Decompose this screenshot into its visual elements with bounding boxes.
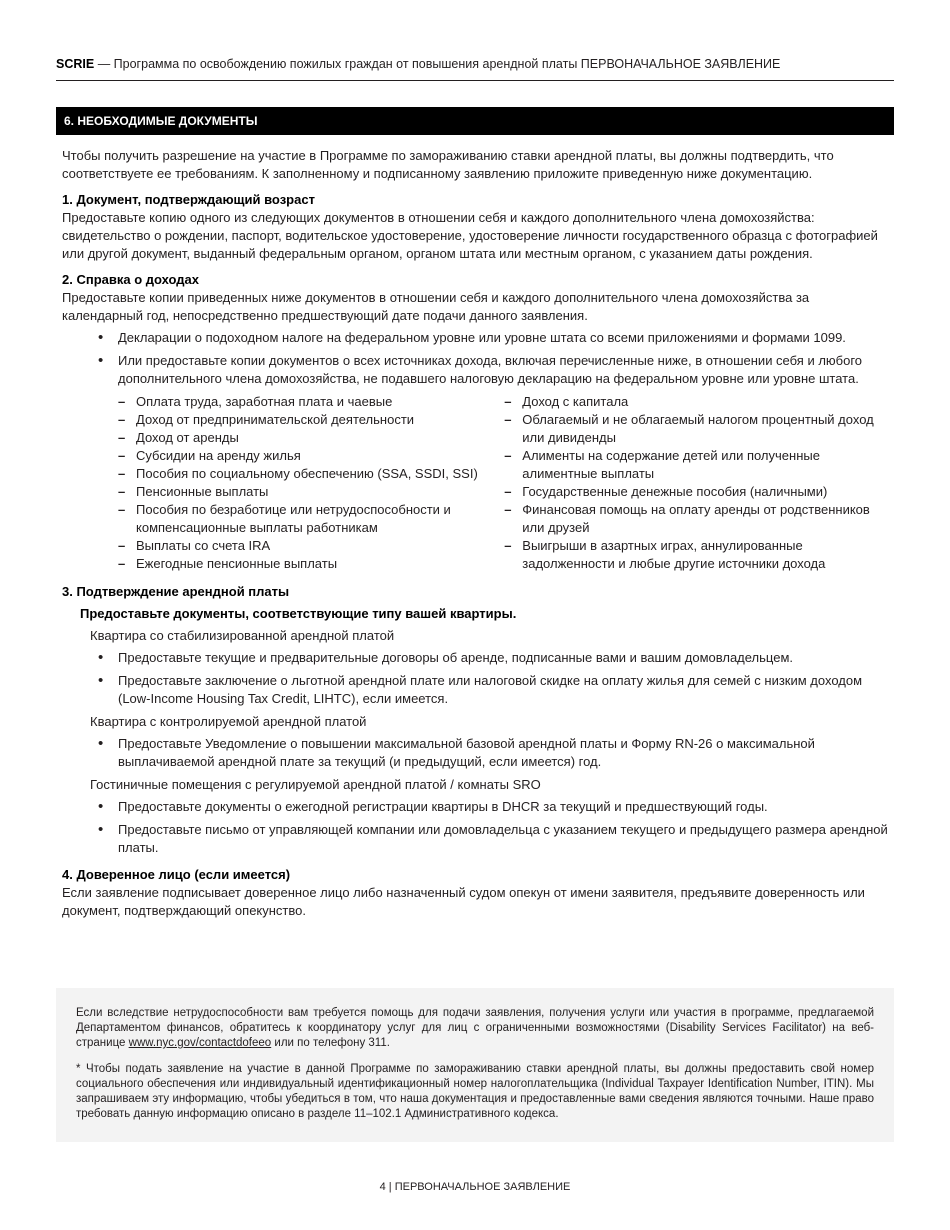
list-item: – Ежегодные пенсионные выплаты xyxy=(118,555,484,573)
list-item: • Или предоставьте копии документов о всех источниках дохода, включая перечисленные ниже, в отношении себя и любого дополнительного члена домохозяйства, не подавшего налоговую декларацию на федеральном уровне или уровне штата. xyxy=(98,352,892,388)
accessibility-note-phone: или по телефону 311. xyxy=(274,1037,390,1049)
rent-controlled-list xyxy=(62,735,892,771)
header-divider xyxy=(56,80,894,81)
age-doc-title: 1. Документ, подтверждающий возраст xyxy=(62,192,315,207)
list-item: • Предоставьте документы о ежегодной регистрации квартиры в DHCR за текущий и предшествующий годы. xyxy=(98,798,892,816)
footer-separator: | xyxy=(388,1181,392,1193)
income-sources-column-2 xyxy=(504,393,892,573)
list-item: – Субсидии на аренду жилья xyxy=(118,447,484,465)
section-content xyxy=(62,147,892,920)
ssn-footnote: * Чтобы подать заявление на участие в данной Программе по замораживанию ставки арендной платы, вы должны предоставить свой номер социального обеспечения или индивидуальный идентификационный номер налогоплательщика (Individual Taxpayer Identification Number, ITIN). Мы запрашиваем эту информацию, чтобы убедиться в том, что наша документация и предоставленные вами сведения являются точными. Наше право требовать данную информацию описано в разделе 11–102.1 Административного кодекса. xyxy=(76,1063,874,1120)
income-doc-body: Предоставьте копии приведенных ниже документов в отношении себя и каждого дополнительного члена домохозяйства за календарный год, непосредственно предшествующий дате подачи данного заявления. xyxy=(62,290,810,323)
list-item: – Алименты на содержание детей или полученные алиментные выплаты xyxy=(504,447,892,483)
page-number: 4 xyxy=(379,1181,386,1193)
rent-stabilized-list xyxy=(62,649,892,708)
list-item: – Пособия по безработице или нетрудоспособности и компенсационные выплаты работникам xyxy=(118,501,484,537)
rent-hotel-heading: Гостиничные помещения с регулируемой арендной платой / комнаты SRO xyxy=(90,777,541,792)
rent-controlled-heading: Квартира с контролируемой арендной платой xyxy=(90,714,367,729)
list-item: – Доход от предпринимательской деятельности xyxy=(118,411,484,429)
income-bullet-list xyxy=(62,329,892,388)
page-footer xyxy=(0,1180,950,1194)
list-item: – Облагаемый и не облагаемый налогом процентный доход или дивиденды xyxy=(504,411,892,447)
list-item: • Декларации о подоходном налоге на федеральном уровне или уровне штата со всеми приложениями и формами 1099. xyxy=(98,329,892,347)
income-sources-columns xyxy=(118,393,892,573)
list-item: – Государственные денежные пособия (наличными) xyxy=(504,483,892,501)
footer-label: ПЕРВОНАЧАЛЬНОЕ ЗАЯВЛЕНИЕ xyxy=(394,1181,571,1193)
age-doc-body: Предоставьте копию одного из следующих документов в отношении себя и каждого дополнительного члена домохозяйства: свидетельство о рождении, паспорт, водительское удостоверение, удостоверение личности государственного образца с фотографией или другой документ, выданный федеральным органом, органом штата или местным органом, с указанием даты рождения. xyxy=(62,210,878,261)
list-item: – Финансовая помощь на оплату аренды от родственников или друзей xyxy=(504,501,892,537)
proxy-doc-body: Если заявление подписывает доверенное лицо либо назначенный судом опекун от имени заявителя, предъявите доверенность или документ, подтверждающий опекунство. xyxy=(62,885,865,918)
list-item: – Пособия по социальному обеспечению (SSA, SSDI, SSI) xyxy=(118,465,484,483)
income-doc-title: 2. Справка о доходах xyxy=(62,272,200,287)
income-sources-column-1 xyxy=(118,393,484,573)
list-item: • Предоставьте текущие и предварительные договоры об аренде, подписанные вами и вашим домовладельцем. xyxy=(98,649,892,667)
list-item: • Предоставьте Уведомление о повышении максимальной базовой арендной платы и Форму RN-26 о максимальной выплачиваемой арендной плате за текущий (и предыдущий, если имеется) год. xyxy=(98,735,892,771)
list-item: – Доход от аренды xyxy=(118,429,484,447)
list-item: – Оплата труда, заработная плата и чаевые xyxy=(118,393,484,411)
section-title: 6. НЕОБХОДИМЫЕ ДОКУМЕНТЫ xyxy=(56,107,894,135)
rent-doc-title: 3. Подтверждение арендной платы xyxy=(62,584,290,599)
accessibility-note-text: Если вследствие нетрудоспособности вам требуется помощь для подачи заявления, получения услуги или участия в программе, предлагаемой Департаментом финансов, обратитесь к координатору услуг для лиц с ограниченными возможностями (Disability Services Facilitator) на веб-странице xyxy=(76,1007,874,1049)
list-item: – Доход с капитала xyxy=(504,393,892,411)
proxy-doc-title: 4. Доверенное лицо (если имеется) xyxy=(62,867,291,882)
header-title: Программа по освобождению пожилых граждан от повышения арендной платы ПЕРВОНАЧАЛЬНОЕ ЗАЯВЛЕНИЕ xyxy=(113,57,781,71)
list-item: – Выигрыши в азартных играх, аннулированные задолженности и любые другие источники дохода xyxy=(504,537,892,573)
header-brand: SCRIE xyxy=(56,57,95,71)
rent-stabilized-heading: Квартира со стабилизированной арендной платой xyxy=(90,628,395,643)
section-intro: Чтобы получить разрешение на участие в Программе по замораживанию ставки арендной платы, вы должны подтвердить, что соответствуете ее требованиям. К заполненному и подписанному заявлению приложите приведенную ниже документацию. xyxy=(62,148,834,181)
contact-link[interactable]: www.nyc.gov/contactdofeeo xyxy=(128,1037,272,1049)
rent-doc-lead: Предоставьте документы, соответствующие типу вашей квартиры. xyxy=(80,606,517,621)
accessibility-note xyxy=(76,1006,874,1051)
list-item: • Предоставьте письмо от управляющей компании или домовладельца с указанием текущего и предыдущего размера арендной платы. xyxy=(98,821,892,857)
rent-hotel-list xyxy=(62,798,892,857)
list-item: – Выплаты со счета IRA xyxy=(118,537,484,555)
list-item: • Предоставьте заключение о льготной арендной плате или налоговой скидке на оплату жилья для семей с низким доходом (Low-Income Housing Tax Credit, LIHTC), если имеется. xyxy=(98,672,892,708)
page-header xyxy=(56,56,894,72)
accessibility-note-box xyxy=(56,988,894,1142)
header-dash: — xyxy=(97,57,111,71)
list-item: – Пенсионные выплаты xyxy=(118,483,484,501)
